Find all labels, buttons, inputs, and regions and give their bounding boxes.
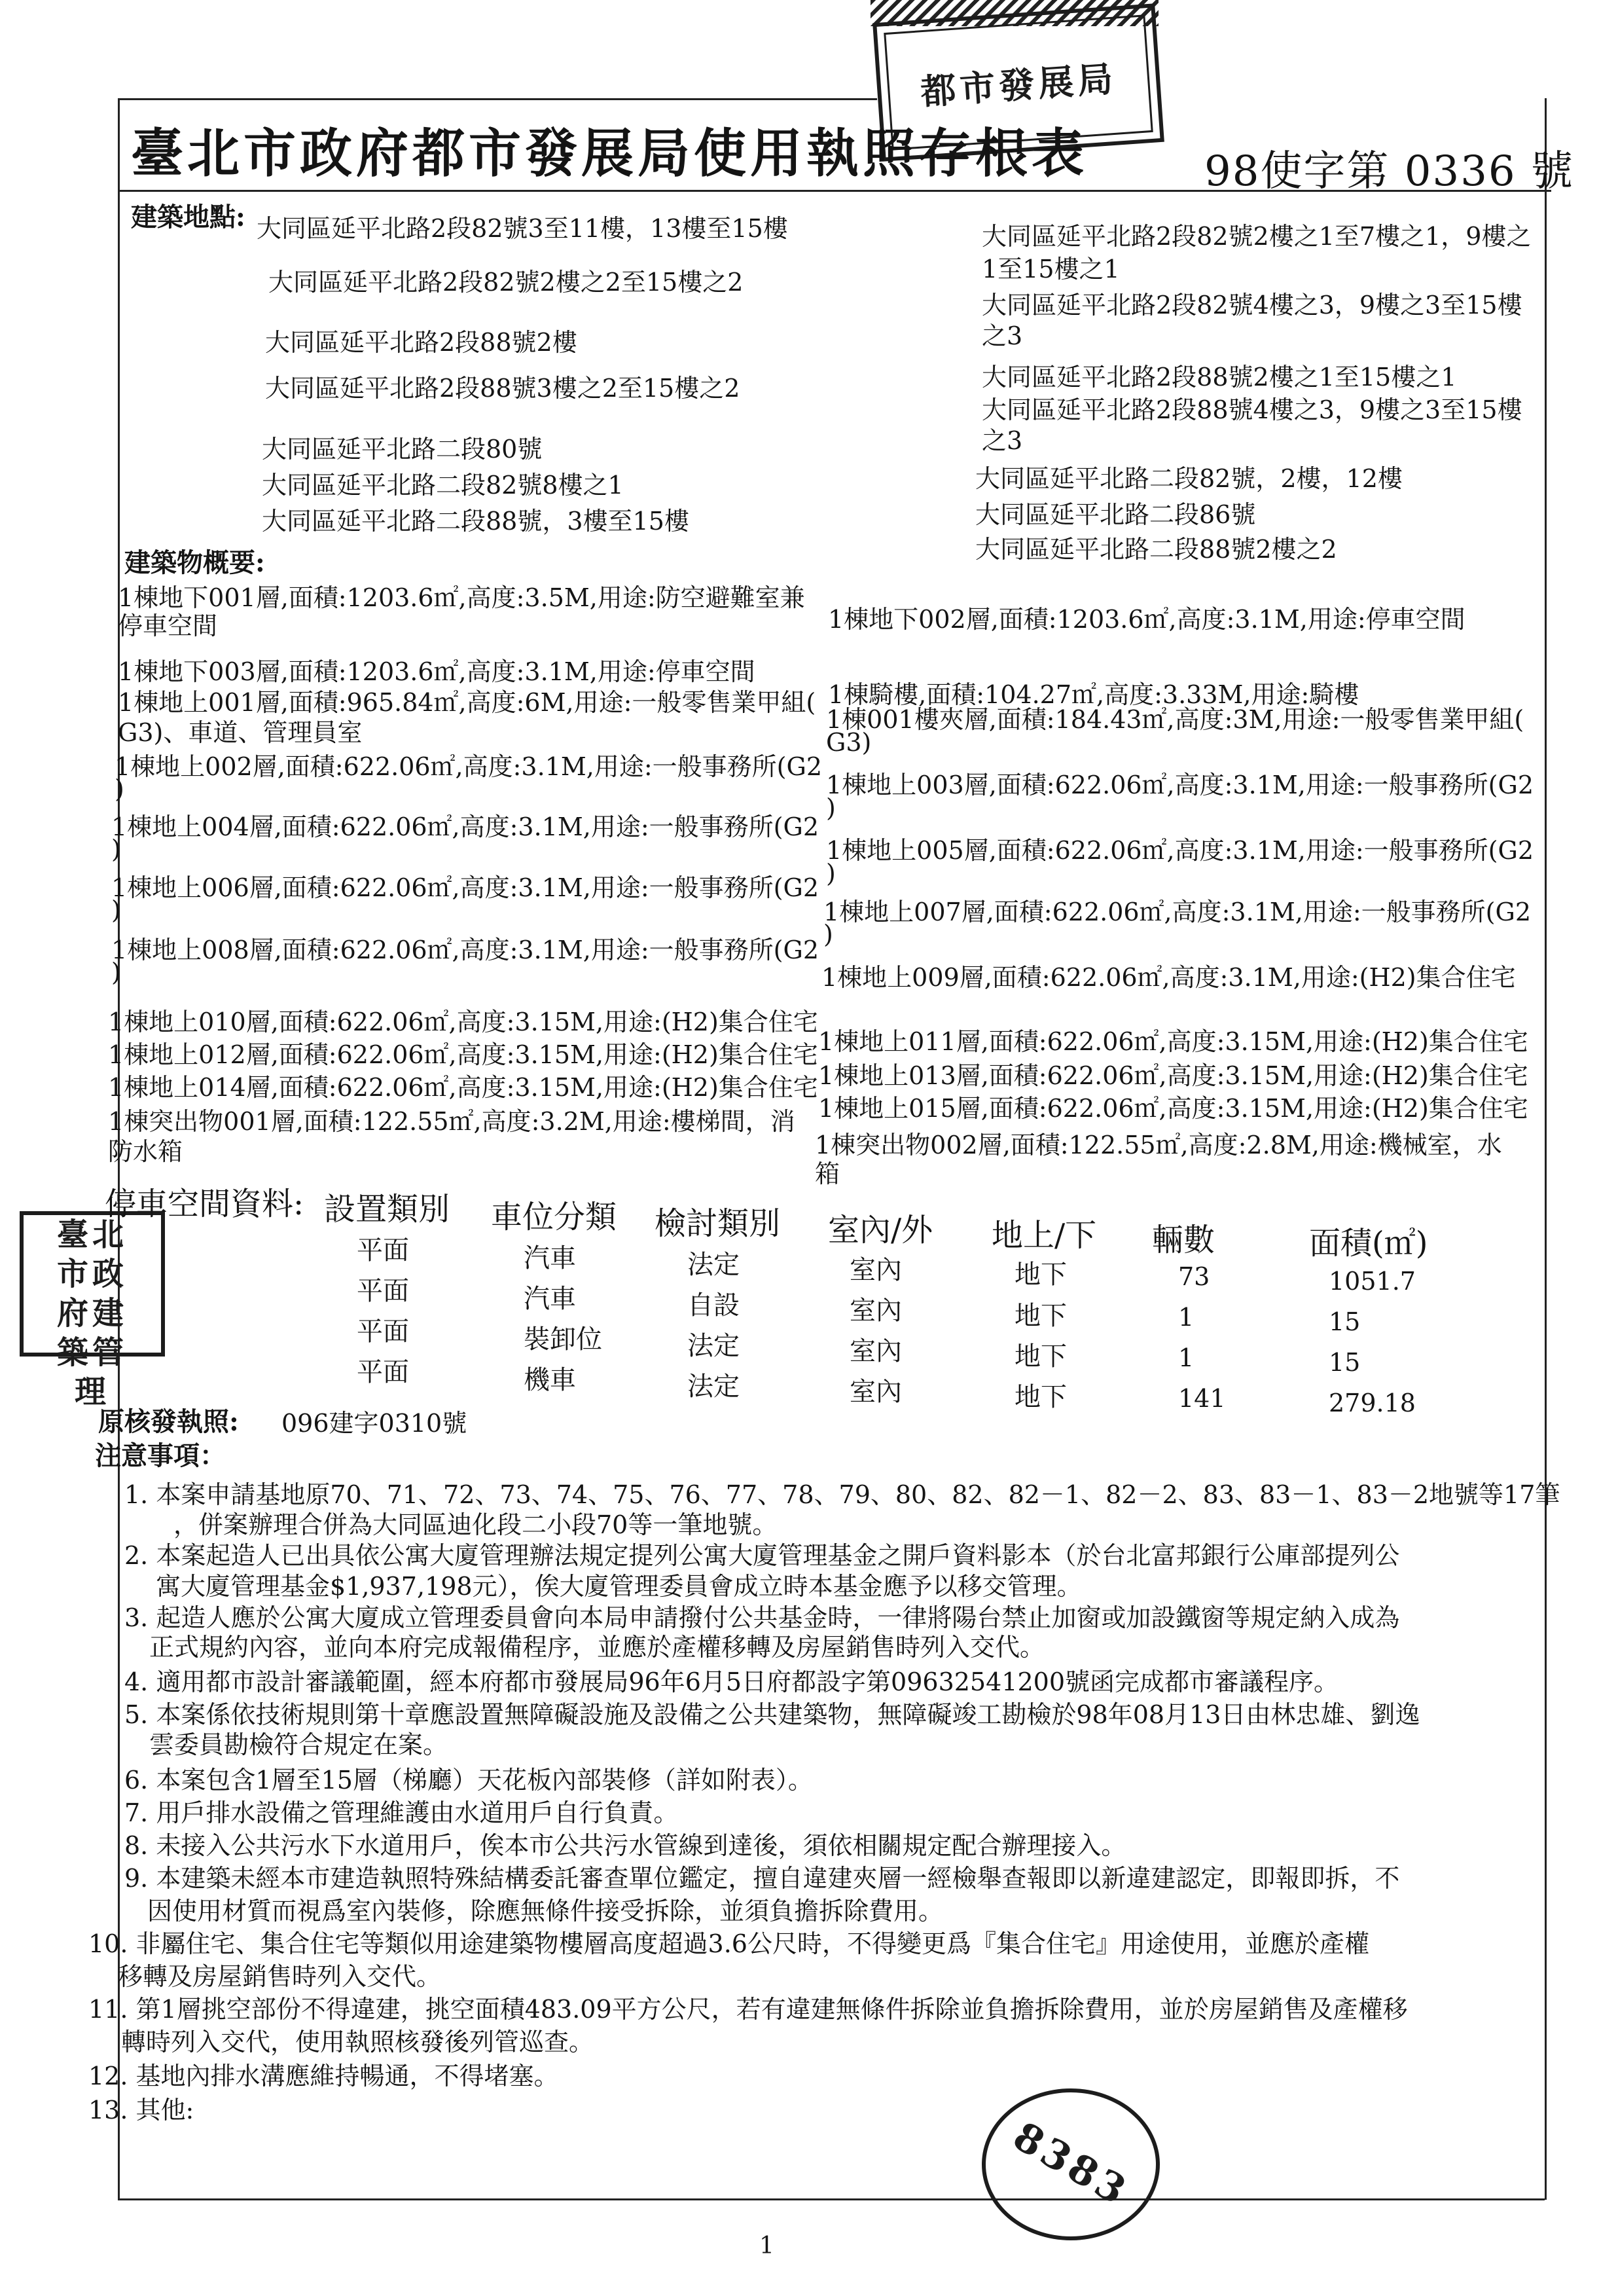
frame-line-top-short	[118, 98, 877, 100]
parking-header-indoor: 室內/外	[828, 1212, 933, 1248]
parking-cell-class: 裝卸位	[524, 1324, 602, 1355]
bldg-right-4: 1棟地上003層,面積:622.06㎡,高度:3.1M,用途:一般事務所(G2	[826, 771, 1534, 799]
parking-cell-type: 平面	[357, 1317, 409, 1347]
document-title	[131, 111, 1088, 187]
site-right-2: 大同區延平北路2段82號4樓之3，9樓之3至15樓	[982, 291, 1522, 319]
site-left-3: 大同區延平北路2段88號3樓之2至15樓之2	[265, 374, 740, 403]
original-permit-value: 096建字0310號	[281, 1409, 467, 1438]
title-main: 臺北市政府都市發展局使用執照存根	[131, 122, 1032, 184]
bldg-right-7: )	[826, 859, 836, 888]
site-left-6: 大同區延平北路二段88號，3樓至15樓	[262, 507, 689, 536]
parking-cell-level: 地下	[1015, 1341, 1067, 1372]
bldg-left-0: 1棟地下001層,面積:1203.6㎡,高度:3.5M,用途:防空避難室兼	[118, 583, 805, 612]
parking-cell-area: 15	[1329, 1348, 1361, 1377]
site-left-2: 大同區延平北路2段88號2樓	[265, 328, 577, 357]
bldg-right-9: )	[823, 920, 833, 949]
bldg-left-5: 1棟地上002層,面積:622.06㎡,高度:3.1M,用途:一般事務所(G2	[115, 752, 823, 781]
bldg-right-10: 1棟地上009層,面積:622.06㎡,高度:3.1M,用途:(H2)集合住宅	[821, 963, 1516, 992]
parking-cell-review: 法定	[687, 1331, 740, 1361]
note-line: ，併案辦理合併為大同區迪化段二小段70等一筆地號。	[173, 1510, 778, 1539]
parking-cell-area: 1051.7	[1329, 1267, 1416, 1296]
parking-cell-indoor: 室內	[850, 1377, 902, 1407]
parking-cell-class: 汽車	[524, 1284, 576, 1314]
note-line: 11. 第1層挑空部份不得違建，挑空面積483.09平方公尺，若有違建無條件拆除並負擔拆除費用，並於房屋銷售及產權移	[88, 1995, 1408, 2024]
parking-header-level: 地上/下	[992, 1217, 1097, 1254]
frame-line-bottom	[118, 2198, 1545, 2200]
bldg-left-14: 1棟地上012層,面積:622.06㎡,高度:3.15M,用途:(H2)集合住宅	[108, 1040, 818, 1069]
bldg-left-10: )	[111, 896, 121, 924]
site-right-7: 大同區延平北路二段82號，2樓，12樓	[975, 464, 1403, 493]
parking-cell-indoor: 室內	[850, 1296, 902, 1326]
note-line: 因使用材質而視爲室內裝修，除應無條件接受拆除，並須負擔拆除費用。	[147, 1897, 944, 1925]
site-left-1: 大同區延平北路2段82號2樓之2至15樓之2	[268, 268, 744, 297]
note-line: 5. 本案係依技術規則第十章應設置無障礙設施及設備之公共建築物，無障礙竣工勘檢於98年08月13日由林忠雄、劉逸	[124, 1700, 1420, 1729]
note-line: 正式規約內容，並向本府完成報備程序，並應於產權移轉及房屋銷售時列入交代。	[149, 1633, 1045, 1662]
bldg-left-16: 1棟突出物001層,面積:122.55㎡,高度:3.2M,用途:樓梯間，消	[108, 1107, 795, 1136]
site-right-0: 大同區延平北路2段82號2樓之1至7樓之1，9樓之	[982, 222, 1532, 251]
permit-number: 98使字第 0336 號	[1204, 147, 1574, 196]
note-line: 2. 本案起造人已出具依公寓大廈管理辦法規定提列公寓大廈管理基金之開戶資料影本（於台北富邦銀行公庫部提列公	[124, 1541, 1400, 1570]
note-line: 10. 非屬住宅、集合住宅等類似用途建築物樓層高度超過3.6公尺時，不得變更爲『集合住宅』用途使用，並應於產權	[88, 1929, 1369, 1958]
notes-label: 注意事項：	[95, 1440, 226, 1471]
bldg-left-11: 1棟地上008層,面積:622.06㎡,高度:3.1M,用途:一般事務所(G2	[111, 936, 819, 964]
left-seal-text: 臺北市政府建築管理	[56, 1216, 128, 1410]
note-line: 寓大廈管理基金$1,937,198元），俟大廈管理委員會成立時本基金應予以移交管理。	[156, 1572, 1082, 1601]
left-seal-stamp	[20, 1211, 165, 1410]
site-left-4: 大同區延平北路二段80號	[262, 435, 543, 464]
bldg-right-3: G3)	[826, 728, 872, 757]
site-right-5: 大同區延平北路2段88號4樓之3，9樓之3至15樓	[982, 395, 1522, 424]
note-line: 8. 未接入公共污水下水道用戶，俟本市公共污水管線到達後，須依相關規定配合辦理接入。	[124, 1831, 1126, 1860]
parking-label: 停車空間資料:	[105, 1186, 304, 1222]
parking-cell-review: 自設	[687, 1290, 740, 1321]
parking-cell-level: 地下	[1015, 1260, 1067, 1290]
parking-cell-class: 機車	[524, 1365, 576, 1395]
bldg-left-2: 1棟地下003層,面積:1203.6㎡,高度:3.1M,用途:停車空間	[118, 657, 755, 686]
parking-cell-count: 1	[1178, 1343, 1195, 1372]
parking-cell-indoor: 室內	[850, 1255, 902, 1285]
bldg-left-1: 停車空間	[118, 611, 218, 640]
note-line: 3. 起造人應於公寓大廈成立管理委員會向本局申請撥付公共基金時，一律將陽台禁止加窗或加設鐵窗等規定納入成為	[124, 1603, 1400, 1632]
parking-cell-review: 法定	[687, 1250, 740, 1280]
bldg-left-8: )	[111, 835, 121, 864]
bldg-right-8: 1棟地上007層,面積:622.06㎡,高度:3.1M,用途:一般事務所(G2	[823, 898, 1532, 926]
note-line: 6. 本案包含1層至15層（梯廳）天花板內部裝修（詳如附表）。	[124, 1766, 813, 1795]
parking-header-review: 檢討類別	[655, 1205, 781, 1242]
bldg-right-6: 1棟地上005層,面積:622.06㎡,高度:3.1M,用途:一般事務所(G2	[826, 836, 1534, 865]
site-left-5: 大同區延平北路二段82號8樓之1	[262, 471, 624, 500]
parking-header-count: 輛數	[1152, 1222, 1215, 1258]
bldg-left-7: 1棟地上004層,面積:622.06㎡,高度:3.1M,用途:一般事務所(G2	[111, 812, 819, 841]
bldg-left-6: )	[115, 774, 124, 803]
parking-cell-count: 73	[1178, 1262, 1210, 1291]
site-right-9: 大同區延平北路二段88號2樓之2	[975, 535, 1337, 564]
site-right-1: 1至15樓之1	[982, 255, 1120, 283]
parking-cell-type: 平面	[357, 1235, 409, 1266]
parking-cell-level: 地下	[1015, 1301, 1067, 1331]
parking-header-area: 面積(㎡)	[1309, 1225, 1428, 1262]
parking-cell-level: 地下	[1015, 1382, 1067, 1412]
bldg-left-4: G3)、車道、管理員室	[118, 718, 363, 747]
note-line: 4. 適用都市設計審議範圍，經本府都市發展局96年6月5日府都設字第09632541200號函完成都市審議程序。	[124, 1667, 1339, 1696]
parking-cell-type: 平面	[357, 1276, 409, 1306]
site-right-3: 之3	[982, 321, 1023, 350]
parking-cell-count: 1	[1178, 1303, 1195, 1332]
bldg-right-14: 1棟突出物002層,面積:122.55㎡,高度:2.8M,用途:機械室，水	[815, 1131, 1502, 1159]
round-seal-text: 8383	[1005, 2113, 1137, 2216]
bldg-left-12: )	[111, 958, 121, 987]
bldg-right-1: 1棟騎樓,面積:104.27㎡,高度:3.33M,用途:騎樓	[828, 680, 1359, 709]
parking-cell-review: 法定	[687, 1372, 740, 1402]
note-line: 9. 本建築未經本市建造執照特殊結構委託審查單位鑑定，擅自違建夾層一經檢舉查報即以新違建認定，即報即拆，不	[124, 1864, 1400, 1893]
bldg-right-13: 1棟地上015層,面積:622.06㎡,高度:3.15M,用途:(H2)集合住宅	[818, 1094, 1528, 1123]
bldg-right-0: 1棟地下002層,面積:1203.6㎡,高度:3.1M,用途:停車空間	[828, 605, 1465, 634]
note-line: 7. 用戶排水設備之管理維護由水道用戶自行負責。	[124, 1798, 679, 1827]
frame-line-right	[1545, 98, 1547, 2200]
parking-header-class: 車位分類	[491, 1199, 617, 1235]
note-line: 移轉及房屋銷售時列入交代。	[118, 1962, 442, 1991]
parking-cell-class: 汽車	[524, 1243, 576, 1273]
bldg-left-17: 防水箱	[108, 1137, 183, 1166]
original-permit-label: 原核發執照:	[98, 1406, 239, 1437]
bldg-left-15: 1棟地上014層,面積:622.06㎡,高度:3.15M,用途:(H2)集合住宅	[108, 1073, 818, 1102]
note-line: 轉時列入交代，使用執照核發後列管巡查。	[121, 2028, 594, 2056]
note-line: 13. 其他:	[88, 2096, 194, 2124]
bldg-right-15: 箱	[815, 1159, 840, 1188]
title-tail: 表	[1032, 122, 1088, 184]
page-number: 1	[759, 2232, 774, 2259]
top-seal-text: 都市發展局	[919, 57, 1119, 113]
parking-cell-count: 141	[1178, 1384, 1226, 1413]
parking-cell-indoor: 室內	[850, 1336, 902, 1366]
parking-cell-type: 平面	[357, 1357, 409, 1387]
bldg-right-12: 1棟地上013層,面積:622.06㎡,高度:3.15M,用途:(H2)集合住宅	[818, 1061, 1528, 1090]
parking-header-type: 設置類別	[324, 1191, 450, 1228]
site-right-8: 大同區延平北路二段86號	[975, 500, 1256, 529]
round-seal-stamp	[982, 2088, 1160, 2240]
bldg-left-13: 1棟地上010層,面積:622.06㎡,高度:3.15M,用途:(H2)集合住宅	[108, 1008, 818, 1036]
bldg-left-3: 1棟地上001層,面積:965.84㎡,高度:6M,用途:一般零售業甲組(	[118, 688, 816, 717]
note-line: 雲委員勘檢符合規定在案。	[149, 1730, 448, 1759]
parking-cell-area: 279.18	[1329, 1389, 1416, 1417]
bldg-left-9: 1棟地上006層,面積:622.06㎡,高度:3.1M,用途:一般事務所(G2	[111, 873, 819, 902]
site-left-0: 大同區延平北路2段82號3至11樓，13樓至15樓	[257, 214, 788, 243]
bldg-right-11: 1棟地上011層,面積:622.06㎡,高度:3.15M,用途:(H2)集合住宅	[818, 1027, 1528, 1056]
building-label: 建築物概要:	[124, 547, 265, 578]
note-line: 1. 本案申請基地原70、71、72、73、74、75、76、77、78、79、80、82、82－1、82－2、83、83－1、83－2地號等17筆	[124, 1480, 1560, 1509]
bldg-right-2: 1棟001樓夾層,面積:184.43㎡,高度:3M,用途:一般零售業甲組(	[826, 705, 1524, 734]
site-right-6: 之3	[982, 426, 1023, 455]
note-line: 12. 基地內排水溝應維持暢通，不得堵塞。	[88, 2062, 559, 2090]
site-label: 建築地點:	[131, 202, 245, 232]
parking-cell-area: 15	[1329, 1307, 1361, 1336]
bldg-right-5: )	[826, 793, 836, 822]
site-right-4: 大同區延平北路2段88號2樓之1至15樓之1	[982, 363, 1457, 392]
